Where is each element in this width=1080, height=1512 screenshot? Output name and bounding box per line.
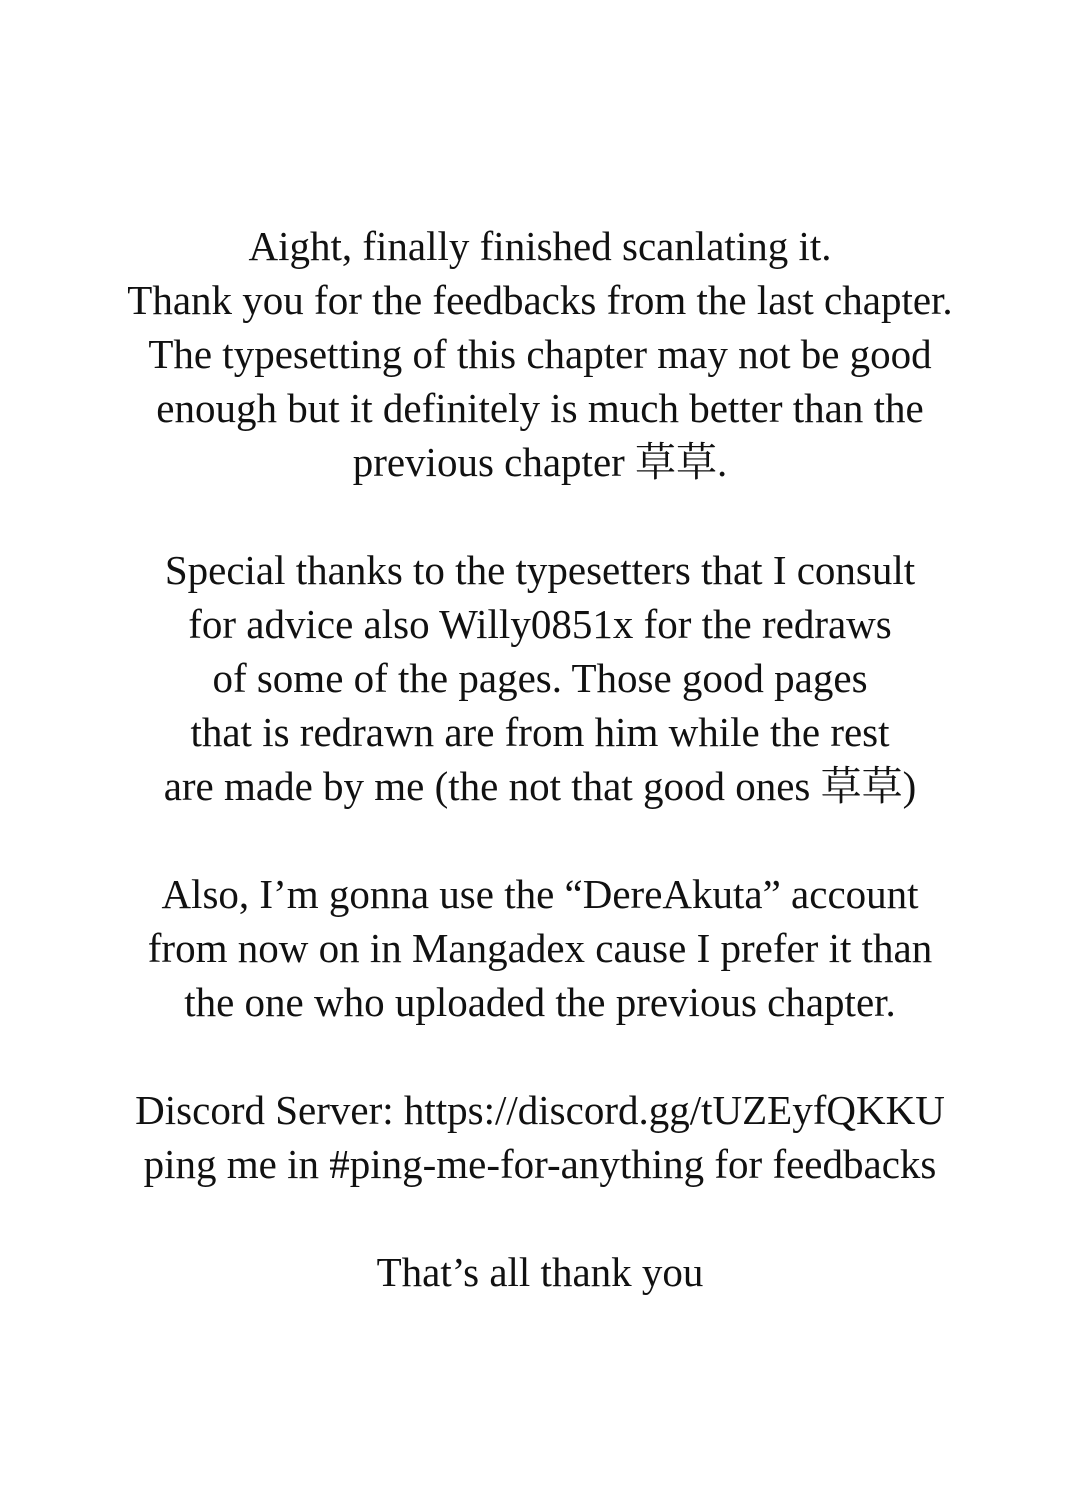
note-line: of some of the pages. Those good pages [212,655,868,701]
note-line: Aight, finally finished scanlating it. [248,223,832,269]
note-line: previous chapter 草草. [352,439,728,485]
discord-server-line: Discord Server: https://discord.gg/tUZEyfQKKU [135,1087,945,1133]
note-line: enough but it definitely is much better than the [156,385,924,431]
note-line: for advice also Willy0851x for the redraws [188,601,892,647]
note-line: ping me in #ping-me-for-anything for feedbacks [143,1141,937,1187]
note-line: Thank you for the feedbacks from the last chapter. [127,277,953,323]
note-line: The typesetting of this chapter may not be good [148,331,932,377]
note-line: from now on in Mangadex cause I prefer it than [147,925,933,971]
note-line: Special thanks to the typesetters that I consult [164,547,916,593]
note-line: Also, I’m gonna use the “DereAkuta” account [161,871,919,917]
note-line: the one who uploaded the previous chapter. [184,979,896,1025]
note-line: that is redrawn are from him while the rest [190,709,890,755]
closing-line: That’s all thank you [376,1249,704,1295]
note-line: are made by me (the not that good ones 草草) [163,763,917,809]
